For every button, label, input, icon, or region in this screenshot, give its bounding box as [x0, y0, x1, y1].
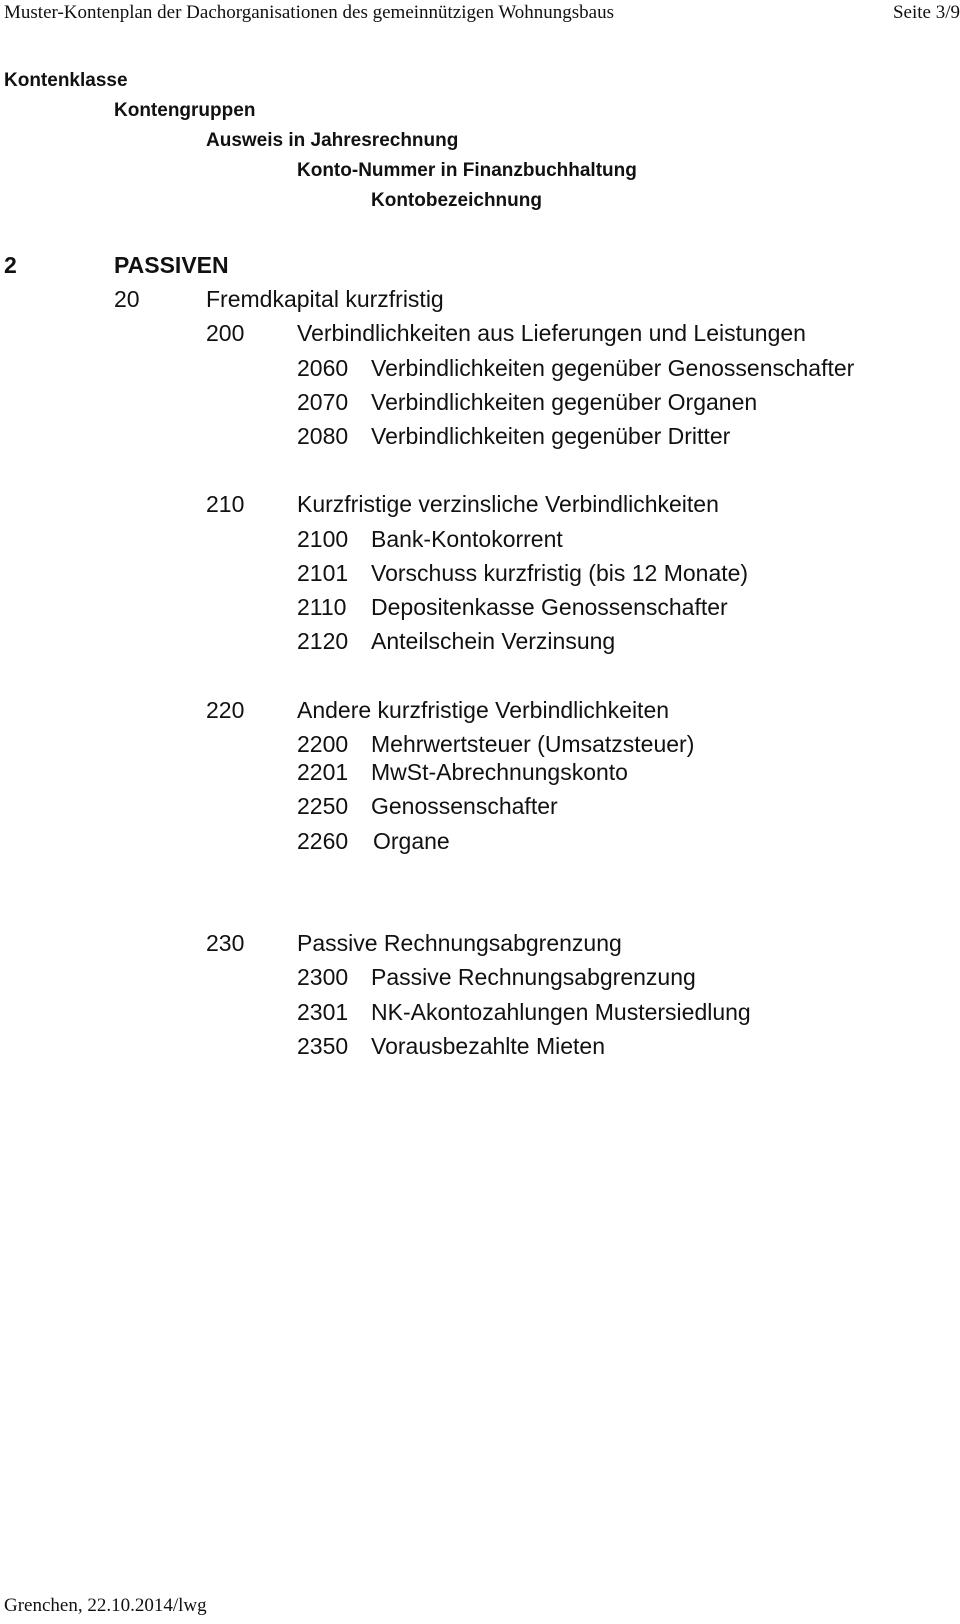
account-number: 2100 [297, 526, 349, 552]
account-number: 2070 [297, 389, 349, 415]
account-number: 2110 [297, 594, 347, 620]
account-class-number: 2 [4, 252, 17, 278]
page-number: Seite 3/9 [892, 2, 960, 23]
account-number: 2080 [297, 423, 349, 449]
heading-ausweis: Ausweis in Jahresrechnung [206, 130, 459, 151]
account-label: NK-Akontozahlungen Mustersiedlung [371, 999, 751, 1025]
account-number: 2201 [297, 759, 349, 785]
account-label: Passive Rechnungsabgrenzung [371, 964, 696, 990]
account-number: 2300 [297, 964, 349, 990]
section-label: Kurzfristige verzinsliche Verbindlichkeiten [297, 491, 719, 517]
account-label: Vorausbezahlte Mieten [371, 1033, 605, 1059]
section-number: 220 [206, 697, 245, 723]
heading-konto-nummer: Konto-Nummer in Finanzbuchhaltung [297, 160, 637, 181]
account-number: 2200 [297, 731, 349, 757]
page-footer: Grenchen, 22.10.2014/lwg [4, 1595, 207, 1616]
account-label: Verbindlichkeiten gegenüber Organen [371, 389, 758, 415]
section-number: 200 [206, 320, 245, 346]
account-label: Mehrwertsteuer (Umsatzsteuer) [371, 731, 695, 757]
account-label: Vorschuss kurzfristig (bis 12 Monate) [371, 560, 749, 586]
account-label: Organe [373, 828, 450, 854]
account-number: 2301 [297, 999, 349, 1025]
account-label: MwSt-Abrechnungskonto [371, 759, 628, 785]
account-group-number: 20 [114, 286, 140, 312]
account-label: Bank-Kontokorrent [371, 526, 563, 552]
account-number: 2250 [297, 793, 349, 819]
account-group-label: Fremdkapital kurzfristig [206, 286, 444, 312]
account-label: Anteilschein Verzinsung [371, 628, 616, 654]
heading-kontengruppen: Kontengruppen [114, 100, 256, 121]
section-label: Andere kurzfristige Verbindlichkeiten [297, 697, 670, 723]
account-class-label: PASSIVEN [114, 252, 229, 278]
account-number: 2120 [297, 628, 349, 654]
account-number: 2350 [297, 1033, 349, 1059]
section-label: Passive Rechnungsabgrenzung [297, 930, 622, 956]
page-header-title: Muster-Kontenplan der Dachorganisationen des gemeinnützigen Wohnungsbaus [4, 2, 614, 23]
account-label: Verbindlichkeiten gegenüber Dritter [371, 423, 731, 449]
heading-kontenklasse: Kontenklasse [4, 70, 128, 91]
account-number: 2260 [297, 828, 349, 854]
account-label: Depositenkasse Genossenschafter [371, 594, 728, 620]
account-number: 2060 [297, 355, 349, 381]
account-label: Verbindlichkeiten gegenüber Genossenschafter [371, 355, 855, 381]
account-number: 2101 [297, 560, 349, 586]
section-number: 230 [206, 930, 245, 956]
section-label: Verbindlichkeiten aus Lieferungen und Leistungen [297, 320, 806, 346]
heading-kontobezeichnung: Kontobezeichnung [371, 190, 542, 211]
section-number: 210 [206, 491, 245, 517]
account-label: Genossenschafter [371, 793, 558, 819]
